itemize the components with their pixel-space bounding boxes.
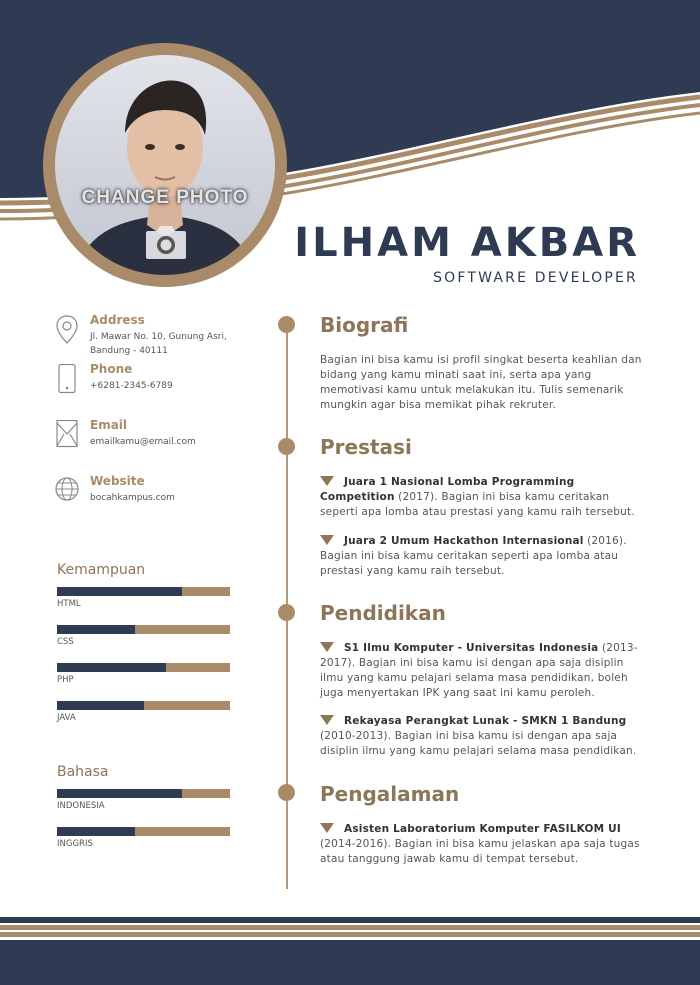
skill-label-php: PHP — [57, 675, 74, 685]
bullet-triangle-icon — [320, 715, 334, 725]
section-title-prestasi: Prestasi — [320, 435, 412, 459]
language-bar-indonesia — [57, 789, 230, 798]
language-bar-fill — [57, 789, 182, 798]
timeline-dot — [278, 604, 295, 621]
skill-bar-fill — [57, 625, 135, 634]
language-label-inggris: INGGRIS — [57, 839, 93, 849]
contact-website — [55, 474, 255, 504]
item-text: (2014-2016). Bagian ini bisa kamu jelaskan apa saja tugas atau tanggung jawab kamu di tempat tersebut. — [320, 838, 640, 865]
address-label: Address — [90, 313, 145, 327]
item-text: (2013-2017). Bagian ini bisa kamu isi dengan apa saja disiplin ilmu yang kamu pelajari selama masa pendidikan, boleh juga menyertakan IPK yang saat ini kamu peroleh. — [320, 642, 638, 699]
languages-heading: Bahasa — [57, 764, 109, 780]
prestasi-item — [320, 475, 650, 520]
skill-label-html: HTML — [57, 599, 81, 609]
item-heading: Asisten Laboratorium Komputer FASILKOM UI — [344, 823, 622, 835]
item-text: (2016). Bagian ini bisa kamu ceritakan seperti apa lomba atau prestasi yang kamu raih tersebut. — [320, 535, 627, 577]
timeline-dot — [278, 784, 295, 801]
skill-bar-java — [57, 701, 230, 710]
change-photo-label[interactable]: CHANGE PHOTO — [81, 187, 249, 208]
job-title: SOFTWARE DEVELOPER — [433, 270, 638, 286]
timeline-dot — [278, 438, 295, 455]
address-value: Jl. Mawar No. 10, Gunung Asri, Bandung - 40111 — [90, 332, 227, 356]
website-value[interactable]: bocahkampus.com — [90, 493, 175, 503]
bullet-triangle-icon — [320, 823, 334, 833]
envelope-icon — [55, 420, 79, 450]
skill-bar-fill — [57, 587, 182, 596]
timeline-dot — [278, 316, 295, 333]
full-name: ILHAM AKBAR — [294, 220, 640, 266]
pendidikan-item — [320, 714, 650, 759]
section-title-pengalaman: Pengalaman — [320, 782, 460, 806]
skill-label-java: JAVA — [57, 713, 76, 723]
biografi-text: Bagian ini bisa kamu isi profil singkat beserta keahlian dan bidang yang kamu minati saat ini, serta apa yang memotivasi kamu untuk melakukan itu. Tulis semenarik mungkin agar bisa memikat pihak rekruter. — [320, 354, 642, 411]
contact-phone — [55, 362, 255, 392]
skills-heading: Kemampuan — [57, 562, 146, 578]
skill-bar-html — [57, 587, 230, 596]
camera-icon[interactable] — [144, 223, 188, 261]
contact-address — [55, 313, 255, 358]
phone-value[interactable]: +6281-2345-6789 — [90, 381, 173, 391]
phone-label: Phone — [90, 362, 133, 376]
website-label: Website — [90, 474, 145, 488]
bullet-triangle-icon — [320, 476, 334, 486]
section-title-biografi: Biografi — [320, 313, 409, 337]
item-heading: Rekayasa Perangkat Lunak - SMKN 1 Bandung — [344, 715, 627, 727]
bullet-triangle-icon — [320, 535, 334, 545]
language-bar-fill — [57, 827, 135, 836]
language-label-indonesia: INDONESIA — [57, 801, 105, 811]
pendidikan-item — [320, 641, 650, 701]
item-text: (2017). Bagian ini bisa kamu ceritakan seperti apa lomba atau prestasi yang kamu raih tersebut. — [320, 491, 635, 518]
email-label: Email — [90, 418, 128, 432]
bullet-triangle-icon — [320, 642, 334, 652]
item-heading: S1 Ilmu Komputer - Universitas Indonesia — [344, 642, 599, 654]
email-value[interactable]: emailkamu@email.com — [90, 437, 196, 447]
globe-icon — [55, 476, 79, 506]
skill-bar-css — [57, 625, 230, 634]
skill-bar-fill — [57, 701, 144, 710]
skill-label-css: CSS — [57, 637, 74, 647]
language-bar-inggris — [57, 827, 230, 836]
skill-bar-fill — [57, 663, 166, 672]
contact-email — [55, 418, 255, 448]
location-pin-icon — [55, 315, 79, 345]
pengalaman-item — [320, 822, 650, 867]
phone-icon — [55, 364, 79, 394]
section-title-pendidikan: Pendidikan — [320, 601, 446, 625]
item-text: (2010-2013). Bagian ini bisa kamu isi dengan apa saja disiplin ilmu yang kamu pelajari selama masa pendidikan. — [320, 730, 637, 757]
item-heading: Juara 1 Nasional Lomba Programming Competition — [320, 476, 575, 503]
item-heading: Juara 2 Umum Hackathon Internasional — [344, 535, 584, 547]
profile-photo-frame[interactable] — [43, 43, 287, 287]
prestasi-item — [320, 534, 650, 579]
skill-bar-php — [57, 663, 230, 672]
